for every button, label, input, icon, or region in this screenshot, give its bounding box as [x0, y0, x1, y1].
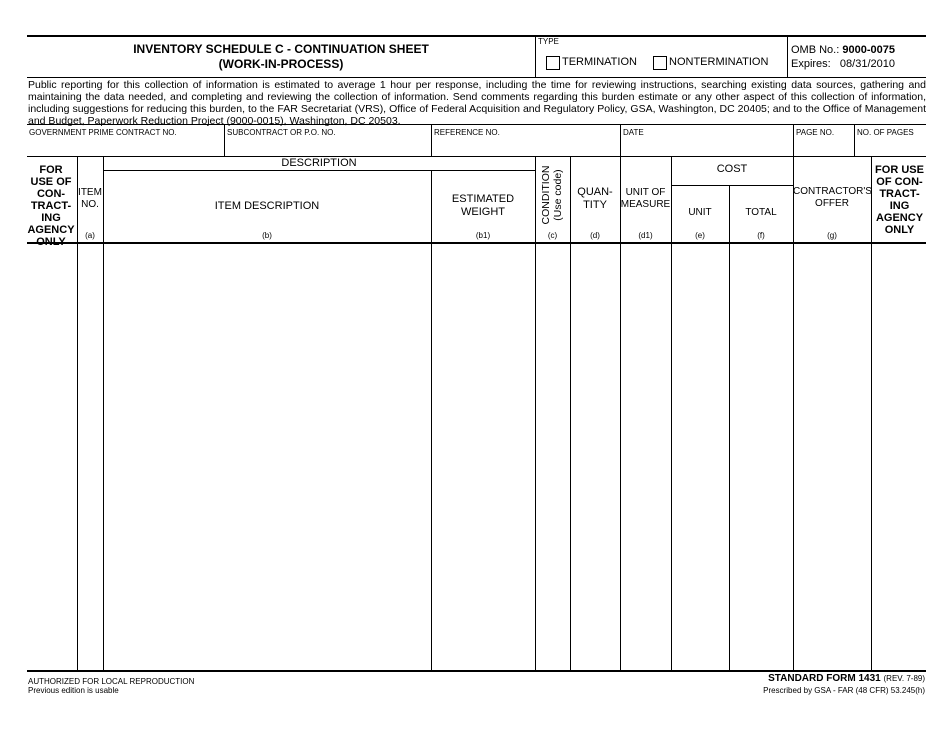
expires-date: 08/31/2010 — [839, 58, 895, 70]
form-title — [27, 42, 535, 72]
item-description-code: (b) — [262, 231, 272, 240]
cost-unit-header: UNIT — [688, 207, 712, 218]
contractors-offer-header: CONTRACTOR'S OFFER — [793, 186, 872, 209]
form-title-line1: INVENTORY SCHEDULE C - CONTINUATION SHEET — [133, 42, 429, 56]
reference-label: REFERENCE NO. — [434, 128, 500, 137]
burden-statement: Public reporting for this collection of information is estimated to average 1 hour per response, including the time for reviewing instructions, searching existing data sources, gathering and maintaining the data needed, and completing and reviewing the collection of information. Send comments regarding this burden estimate or any other aspect of this collection of information, including suggestions for reducing this burden, to the FAR Secretariat (VRS), Office of Federal Acquisition and Regulatory Policy, GSA, Washington, DC 20405; and to the Office of Management and Budget, Paperwork Reduction Project (9000-0015), Washington, DC 20503. — [28, 79, 926, 127]
item-no-entry[interactable] — [78, 244, 103, 670]
prime-contract-label: GOVERNMENT PRIME CONTRACT NO. — [29, 128, 177, 137]
unit-of-measure-code: (d1) — [638, 231, 653, 240]
expires-row — [791, 58, 895, 71]
item-no-header: ITEM NO. — [78, 187, 102, 210]
description-group-header: DESCRIPTION — [281, 157, 357, 169]
item-description-entry[interactable] — [104, 244, 431, 670]
footer-form-name: STANDARD FORM 1431 — [768, 673, 881, 684]
field-divider — [854, 124, 855, 156]
omb-number: 9000-0075 — [842, 44, 895, 56]
nontermination-label: NONTERMINATION — [669, 56, 769, 68]
header-divider-type — [535, 35, 536, 77]
agency-use-right-header: FOR USE OF CON- TRACT- ING AGENCY ONLY — [875, 164, 924, 236]
page-no-label: PAGE NO. — [796, 128, 835, 137]
footer-form-id — [768, 673, 925, 685]
description-group-rule — [103, 170, 535, 171]
cost-unit-entry[interactable] — [672, 244, 729, 670]
estimated-weight-header: ESTIMATED WEIGHT — [451, 193, 515, 218]
cost-group-rule — [671, 185, 793, 186]
agency-use-left-header: FOR USE OF CON- TRACT- ING AGENCY ONLY — [27, 164, 75, 248]
cost-total-code: (f) — [757, 231, 765, 240]
contractors-offer-entry[interactable] — [794, 244, 871, 670]
quantity-entry[interactable] — [571, 244, 620, 670]
field-divider — [793, 124, 794, 156]
footer-authorized: AUTHORIZED FOR LOCAL REPRODUCTION — [28, 677, 195, 686]
estimated-weight-code: (b1) — [475, 231, 491, 240]
footer-prescribed: Prescribed by GSA - FAR (48 CFR) 53.245(h) — [763, 686, 925, 695]
condition-header — [540, 160, 566, 230]
field-divider — [620, 124, 621, 156]
subcontract-label: SUBCONTRACT OR P.O. NO. — [227, 128, 336, 137]
unit-of-measure-header: UNIT OF MEASURE — [620, 187, 671, 210]
agency-use-right-entry[interactable] — [872, 244, 926, 670]
cost-group-header: COST — [716, 163, 748, 175]
expires-label: Expires: — [791, 58, 831, 70]
cost-unit-code: (e) — [695, 231, 705, 240]
quantity-code: (d) — [590, 231, 600, 240]
condition-code: (c) — [547, 231, 558, 240]
no-of-pages-label: NO. OF PAGES — [857, 128, 914, 137]
form-title-line2: (WORK-IN-PROCESS) — [218, 57, 344, 71]
omb-label: OMB No.: — [791, 44, 840, 56]
termination-label: TERMINATION — [562, 56, 637, 68]
date-label: DATE — [623, 128, 644, 137]
top-rule — [27, 35, 926, 37]
estimated-weight-entry[interactable] — [432, 244, 535, 670]
condition-entry[interactable] — [536, 244, 570, 670]
type-label: TYPE — [538, 37, 559, 46]
header-divider-omb — [787, 35, 788, 77]
field-divider — [431, 124, 432, 156]
item-no-code: (a) — [85, 231, 95, 240]
termination-checkbox[interactable] — [546, 56, 560, 70]
nontermination-checkbox[interactable] — [653, 56, 667, 70]
field-divider — [224, 124, 225, 156]
header-bottom-rule — [27, 77, 926, 78]
footer-previous-edition: Previous edition is usable — [28, 686, 119, 695]
omb-number-row — [791, 44, 895, 57]
condition-header-text: CONDITION (Use code) — [540, 165, 564, 225]
agency-use-left-entry[interactable] — [27, 244, 77, 670]
table-bottom-rule — [27, 670, 926, 672]
item-description-header: ITEM DESCRIPTION — [214, 200, 320, 212]
cost-total-entry[interactable] — [730, 244, 793, 670]
footer-form-rev: (REV. 7-89) — [883, 674, 925, 683]
quantity-header: QUAN- TITY — [577, 186, 613, 211]
cost-total-header: TOTAL — [745, 207, 777, 218]
contractors-offer-code: (g) — [827, 231, 837, 240]
unit-of-measure-entry[interactable] — [621, 244, 671, 670]
